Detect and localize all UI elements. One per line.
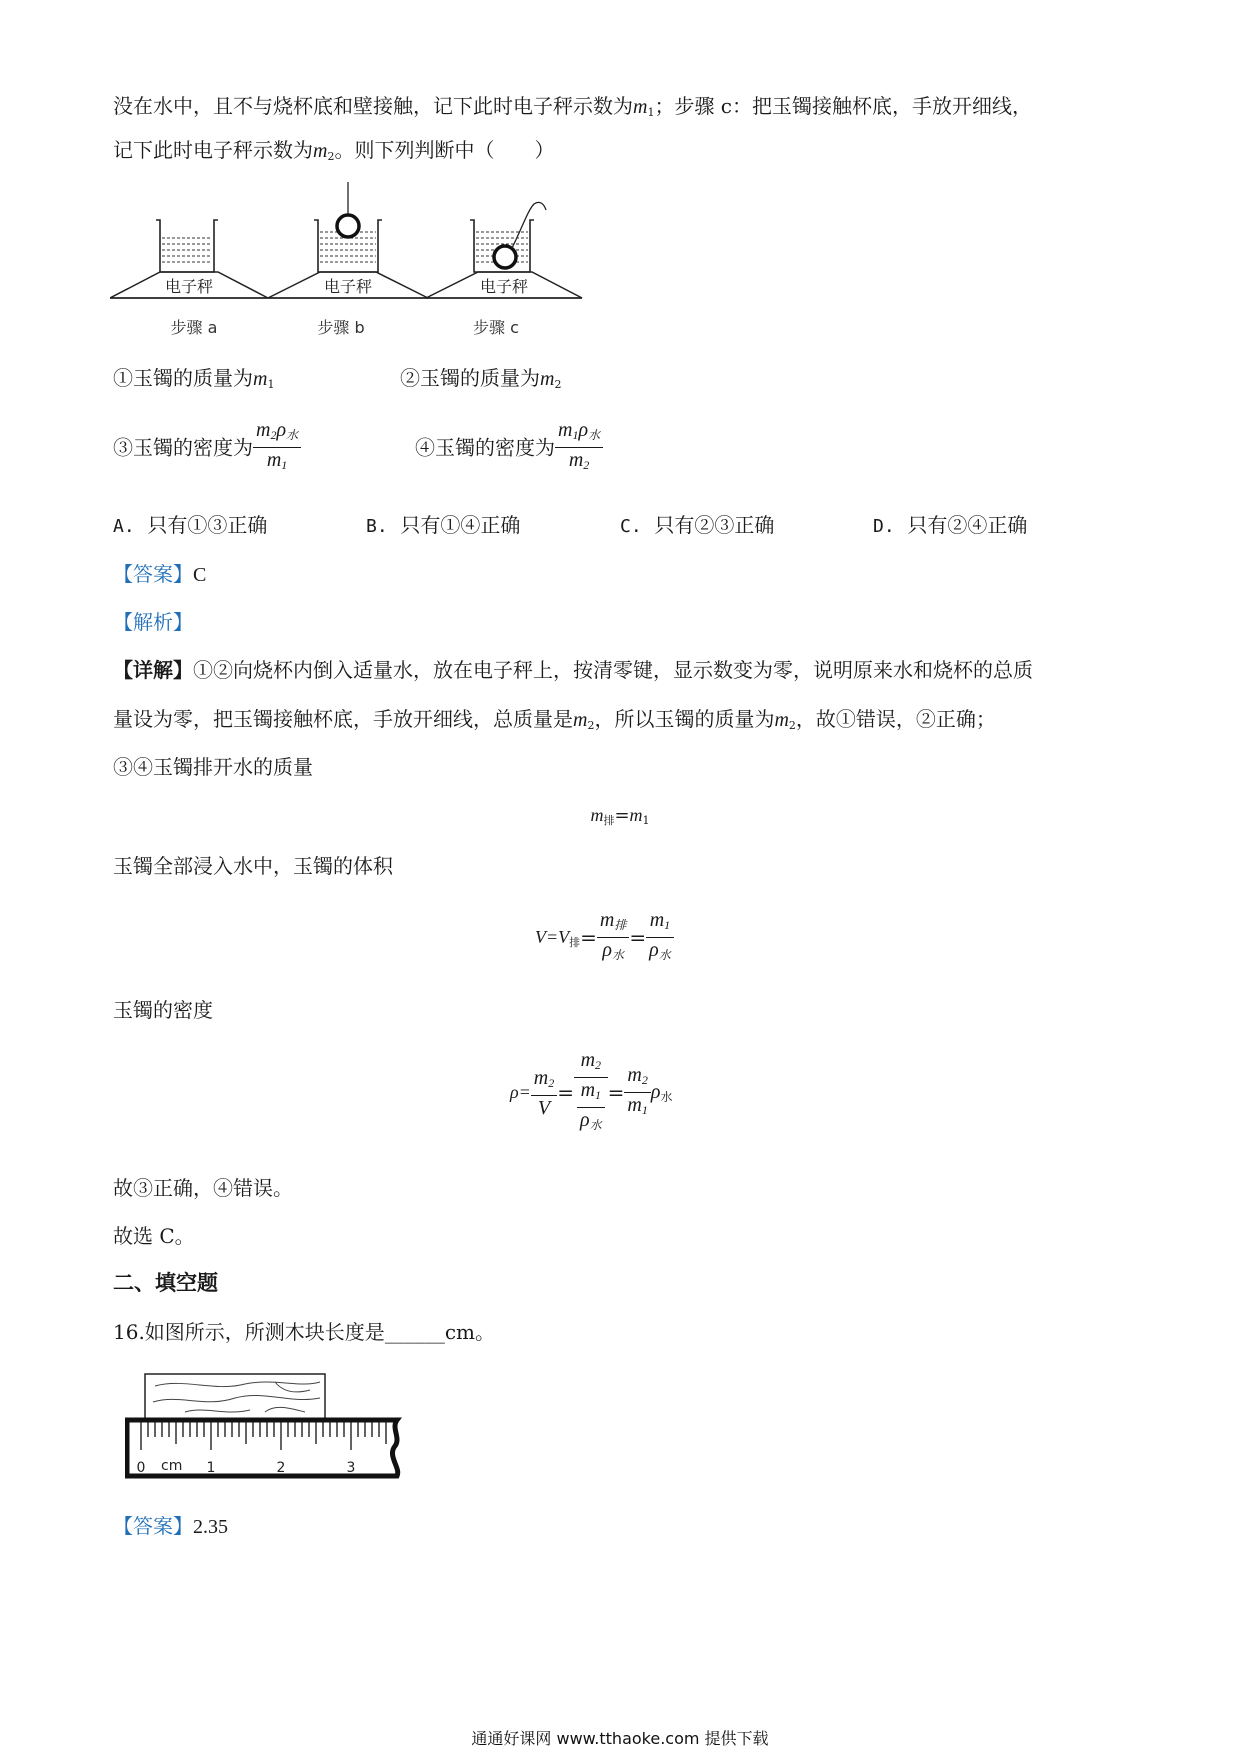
var-sub: 1	[647, 106, 655, 119]
question-16	[113, 1318, 495, 1346]
option-letter: C.	[620, 516, 642, 537]
var-m: m	[558, 419, 573, 441]
equals: =	[557, 1080, 575, 1105]
var-rho: ρ	[276, 419, 287, 441]
statement-text: ④玉镯的密度为	[415, 435, 555, 460]
scale-label-c: 电子秤	[479, 277, 529, 296]
detail-label: 【详解】	[113, 658, 193, 682]
option-text: 只有②④正确	[907, 513, 1028, 537]
detail-text: ③④玉镯排开水的质量	[113, 755, 313, 779]
var-sub: 水	[658, 948, 671, 962]
option-letter: D.	[873, 516, 895, 537]
option-text: 只有①③正确	[147, 513, 268, 537]
question-line-2	[113, 136, 554, 171]
eq-text: V=V	[535, 927, 570, 947]
question-text: cm。	[444, 1320, 495, 1344]
option-d	[873, 511, 1027, 541]
answer-1	[113, 560, 206, 589]
experiment-figure	[110, 180, 650, 340]
var-m: m	[633, 96, 648, 118]
option-c	[620, 511, 774, 541]
var-v: V	[537, 1096, 551, 1119]
detail-line-7	[113, 1222, 195, 1250]
var-sub: 排	[569, 936, 581, 949]
var-m: m	[573, 709, 588, 731]
var-sub: 水	[611, 948, 624, 962]
var-sub: 水	[589, 1118, 602, 1132]
step-a-label: 步骤 a	[170, 318, 218, 337]
detail-text: ，故①错误，②正确；	[795, 707, 996, 731]
statement-4	[415, 418, 603, 477]
statement-text: ②玉镯的质量为	[400, 366, 540, 390]
var-sub: 1	[664, 918, 671, 932]
option-b	[366, 511, 520, 541]
option-letter: B.	[366, 516, 388, 537]
var-sub: 2	[327, 150, 335, 163]
var-m: m	[533, 1066, 549, 1089]
statement-text: ③玉镯的密度为	[113, 435, 253, 460]
detail-line-5	[113, 996, 213, 1024]
var-sub: 水	[660, 1090, 673, 1104]
question-line-1	[113, 92, 1032, 127]
var-sub: 2	[587, 719, 595, 732]
scale-label-a: 电子秤	[164, 277, 214, 296]
answer-2	[113, 1512, 228, 1541]
var-sub: 排	[603, 814, 615, 827]
var-rho: ρ	[650, 1081, 661, 1103]
detail-text: 量设为零，把玉镯接触杯底，手放开细线，总质量是	[113, 707, 573, 731]
var-sub: 1	[267, 378, 275, 391]
step-b-label: 步骤 b	[317, 318, 365, 337]
statement-text: ①玉镯的质量为	[113, 366, 253, 390]
question-text: 没在水中，且不与烧杯底和壁接触，记下此时电子秤示数为	[113, 94, 633, 118]
step-c-label: 步骤 c	[473, 318, 519, 337]
analysis-heading	[113, 608, 193, 636]
var-m: m	[540, 368, 555, 390]
detail-text: ①②向烧杯内倒入适量水，放在电子秤上，按清零键，显示数变为零，说明原来水和烧杯的总质	[193, 658, 1033, 682]
equals: =	[629, 925, 647, 950]
answer-label: 【答案】	[113, 1514, 193, 1538]
answer-value: C	[193, 564, 207, 586]
fraction	[624, 1063, 650, 1122]
var-m: m	[580, 1079, 596, 1101]
inner-fraction	[577, 1078, 605, 1137]
fraction	[646, 908, 674, 967]
var-sub: 1	[642, 814, 650, 827]
ruler-label-3: 3	[346, 1460, 356, 1476]
section-heading: 二、填空题	[113, 1271, 218, 1295]
option-a	[113, 511, 267, 541]
var-rho: ρ	[602, 939, 612, 961]
equation-volume	[535, 908, 674, 967]
ruler-label-2: 2	[276, 1460, 286, 1476]
eq-text: ρ=	[510, 1082, 531, 1102]
var-m: m	[256, 419, 271, 441]
compound-fraction	[574, 1048, 608, 1137]
var-sub: 2	[270, 428, 277, 442]
density-fraction-3	[253, 418, 301, 477]
var-m: m	[599, 909, 615, 931]
equals: =	[607, 1080, 625, 1105]
scale-label-b: 电子秤	[323, 277, 373, 296]
var-m: m	[313, 140, 328, 162]
var-sub: 水	[588, 428, 601, 442]
question-text: 16.如图所示，所测木块长度是	[113, 1320, 385, 1344]
detail-text: ，所以玉镯的质量为	[594, 707, 775, 731]
detail-text: 故选 C。	[113, 1224, 195, 1248]
answer-label: 【答案】	[113, 562, 193, 586]
var-rho: ρ	[649, 939, 659, 961]
var-m: m	[253, 368, 268, 390]
fraction	[531, 1066, 557, 1120]
var-sub: 2	[548, 1075, 555, 1090]
wood-block	[145, 1374, 325, 1420]
ruler-label-0: 0	[136, 1460, 146, 1476]
answer-blank: ______	[384, 1320, 445, 1344]
answer-value: 2.35	[193, 1516, 228, 1538]
fraction	[597, 908, 629, 967]
var-rho: ρ	[578, 419, 589, 441]
var-m: m	[629, 805, 643, 825]
ruler-unit: cm	[161, 1458, 183, 1474]
detail-text: 玉镯的密度	[113, 998, 213, 1022]
analysis-label: 【解析】	[113, 610, 193, 634]
ruler-label-1: 1	[206, 1460, 216, 1476]
var-sub: 1	[641, 1103, 648, 1117]
detail-text: 玉镯全部浸入水中，玉镯的体积	[113, 854, 393, 878]
var-sub: 1	[572, 428, 579, 442]
equation-density	[510, 1048, 672, 1137]
option-letter: A.	[113, 516, 135, 537]
statement-2	[400, 364, 561, 399]
detail-line-3	[113, 753, 313, 781]
equals: =	[580, 925, 597, 950]
var-sub: 2	[583, 458, 590, 472]
equals: =	[614, 805, 630, 826]
var-m: m	[649, 909, 665, 931]
var-sub: 1	[281, 458, 288, 472]
statement-3	[113, 418, 301, 477]
density-fraction-4	[555, 418, 603, 477]
var-sub: 2	[595, 1058, 602, 1072]
var-m: m	[774, 709, 789, 731]
var-sub: 1	[595, 1088, 602, 1102]
var-sub: 2	[641, 1073, 648, 1087]
detail-text: 故③正确，④错误。	[113, 1176, 293, 1200]
var-sub: 2	[788, 719, 796, 732]
var-m: m	[590, 805, 604, 825]
option-text: 只有①④正确	[400, 513, 521, 537]
var-m: m	[627, 1094, 642, 1116]
detail-line-6	[113, 1174, 293, 1202]
var-rho: ρ	[580, 1109, 590, 1131]
statement-1	[113, 364, 274, 399]
var-m: m	[627, 1064, 642, 1086]
var-m: m	[580, 1049, 596, 1071]
question-text: ；步骤 c：把玉镯接触杯底，手放开细线，	[654, 94, 1033, 118]
var-m: m	[266, 449, 282, 471]
question-text: 。则下列判断中（ ）	[334, 138, 555, 162]
detail-line-4	[113, 852, 393, 880]
detail-line-1	[113, 656, 1033, 684]
option-text: 只有②③正确	[654, 513, 775, 537]
equation-displaced-mass	[0, 805, 1240, 828]
var-sub: 水	[286, 428, 299, 442]
question-text: 记下此时电子秤示数为	[113, 138, 313, 162]
var-sub: 2	[554, 378, 562, 391]
var-m: m	[568, 449, 584, 471]
var-sub: 排	[614, 918, 627, 932]
detail-line-2	[113, 705, 996, 740]
ruler-figure	[125, 1372, 405, 1498]
page-footer: 通通好课网 www.tthaoke.com 提供下载	[471, 1729, 769, 1748]
